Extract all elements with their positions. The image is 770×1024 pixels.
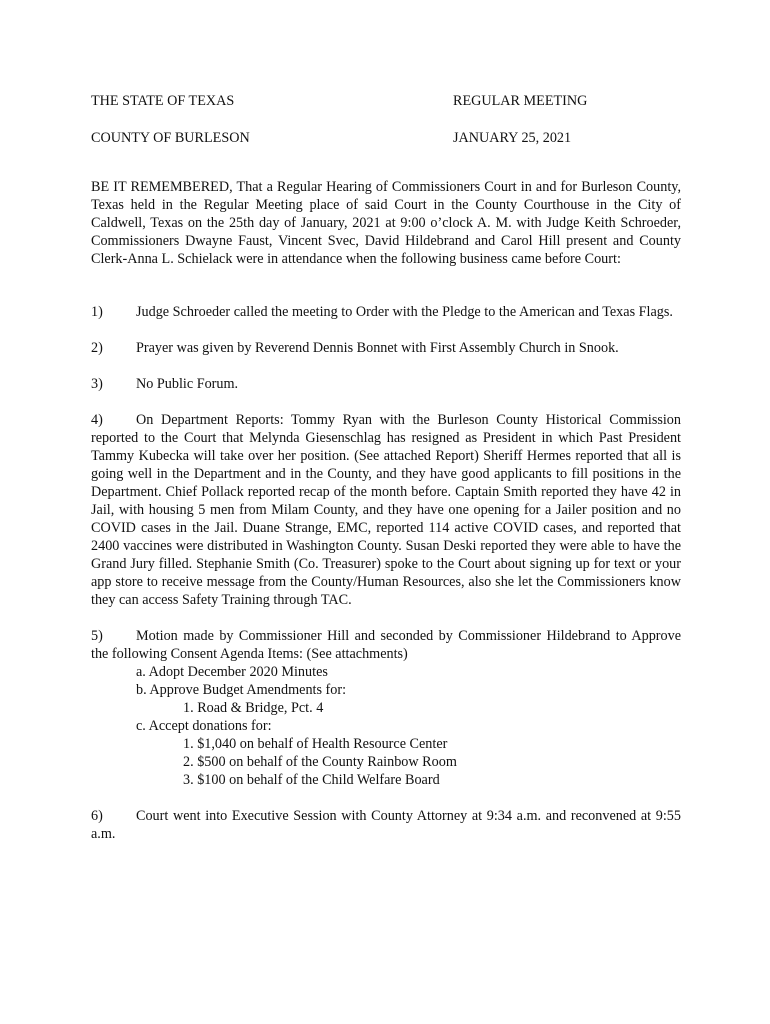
header-row-2 [91,129,681,147]
item-text: Prayer was given by Reverend Dennis Bonnet with First Assembly Church in Snook. [136,340,619,356]
consent-item-b: b. Approve Budget Amendments for: [136,682,347,698]
meeting-type-heading: REGULAR MEETING [453,93,588,109]
consent-item-c: c. Accept donations for: [136,718,272,734]
agenda-item-2 [91,339,681,357]
consent-item-a: a. Adopt December 2020 Minutes [136,664,328,680]
item-number: 3) [91,376,103,392]
consent-item-b1: 1. Road & Bridge, Pct. 4 [183,700,324,716]
document-body [91,92,681,843]
county-heading: COUNTY OF BURLESON [91,130,250,146]
consent-item-c2: 2. $500 on behalf of the County Rainbow Room [183,754,457,770]
item-number: 1) [91,304,103,320]
item-number: 6) [91,808,103,824]
item-number: 5) [91,628,103,644]
intro-paragraph: BE IT REMEMBERED, That a Regular Hearing of Commissioners Court in and for Burleson County, Texas held in the Regular Meeting place of said Court in the County Courthouse in the City of Caldwell, Texas on the 25th day of January, 2021 at 9:00 o’clock A. M. with Judge Keith Schroeder, Commissioners Dwayne Faust, Vincent Svec, David Hildebrand and Carol Hill present and County Clerk-Anna L. Schielack were in attendance when the following business came before Court: [91,179,681,267]
agenda-item-5 [91,627,681,663]
consent-item-c1: 1. $1,040 on behalf of Health Resource Center [183,736,448,752]
meeting-date-heading: JANUARY 25, 2021 [453,130,572,146]
item-text: Motion made by Commissioner Hill and seconded by Commissioner Hildebrand to Approve the following Consent Agenda Items: (See attachments) [91,628,681,662]
item-text: Judge Schroeder called the meeting to Order with the Pledge to the American and Texas Flags. [136,304,673,320]
consent-agenda-list [91,663,681,789]
consent-item-c3: 3. $100 on behalf of the Child Welfare Board [183,772,440,788]
header-row-1 [91,92,681,110]
agenda-item-1 [91,303,681,321]
item-text: No Public Forum. [136,376,239,392]
item-text: Court went into Executive Session with County Attorney at 9:34 a.m. and reconvened at 9:55 a.m. [91,808,681,842]
item-number: 4) [91,412,103,428]
item-number: 2) [91,340,103,356]
agenda-item-4 [91,411,681,609]
agenda-item-3 [91,375,681,393]
state-heading: THE STATE OF TEXAS [91,93,235,109]
item-text: On Department Reports: Tommy Ryan with the Burleson County Historical Commission reported to the Court that Melynda Giesenschlag has resigned as President in which Past President Tammy Kubecka will take over her position. (See attached Report) Sheriff Hermes reported that all is going well in the Department and in the County, and they have good applicants to fill positions in the Department. Chief Pollack reported recap of the month before. Captain Smith reported they have 42 in Jail, with housing 5 men from Milam County, and they have one opening for a Jailer position and no COVID cases in the Jail. Duane Strange, EMC, reported 114 active COVID cases, and reported that 2400 vaccines were distributed in Washington County. Susan Deski reported they were able to have the Grand Jury filled. Stephanie Smith (Co. Treasurer) spoke to the Court about signing up for text or your app store to receive message from the County/Human Resources, also she let the Commissioners know they can access Safety Training through TAC. [91,412,681,608]
agenda-item-6 [91,807,681,843]
